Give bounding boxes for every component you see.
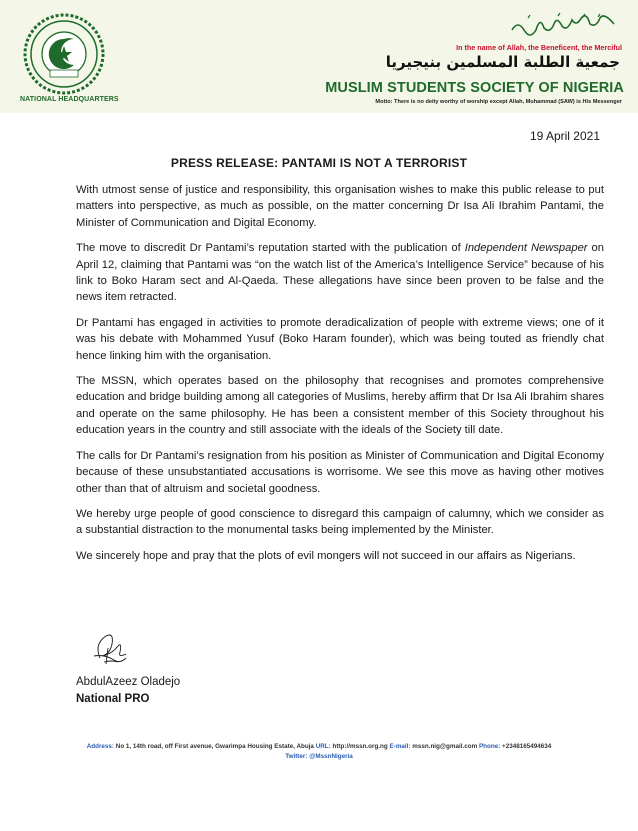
paragraph-2: The move to discredit Dr Pantami’s reputation started with the publication of Independent Newspaper on April 12, claiming that Pantami was “on the watch list of the America’s Intelligence Service” because of his link to Boko Haram sect and Al-Qaeda. These allegations have since been proven to be false and the news item retracted. — [76, 242, 605, 304]
phone-value: +2348165494634 — [502, 743, 552, 750]
org-motto: Motto: There is no deity worthy of worship except Allah, Muhammad (SAW) is His Messenger — [375, 99, 622, 105]
footer-contact-line — [0, 743, 638, 750]
org-name: MUSLIM STUDENTS SOCIETY OF NIGERIA — [325, 80, 624, 96]
paragraph-3: Dr Pantami has engaged in activities to promote deradicalization of people with extreme views; one of it was his debate with Mohammed Yusuf (Boko Haram founder), which was being touted as friendly chat hence linking him with the organisation. — [76, 316, 604, 362]
handwritten-signature-icon — [86, 628, 132, 668]
phone-label: Phone: — [478, 743, 501, 750]
publication-name: Independent Newspaper — [464, 242, 588, 255]
letterhead — [0, 0, 638, 113]
paragraph-1: With utmost sense of justice and responsibility, this organisation wishes to make this public release to put matters into perspective, as much as possible, on the matter concerning Dr Isa Ali Ibrahim Pantami, the Minister of Communication and Digital Economy. — [76, 184, 604, 229]
paragraph-6: We hereby urge people of good conscience to disregard this campaign of calumny, which we consider as a substantial distraction to the monumental tasks being implemented by the Minister. — [76, 507, 604, 537]
mssn-logo-icon — [22, 12, 106, 96]
release-date: 19 April 2021 — [529, 129, 600, 143]
address-label: Address: — [86, 743, 115, 750]
paragraph-4: The MSSN, which operates based on the philosophy that recognises and promotes comprehensive education and bridge building among all categories of Muslims, hereby affirm that Dr Isa Ali Ibrahim shares and operate on the same philosophy. He has been a consistent member of this Society throughout his education years in the country and still associate with the ideals of the Society till date. — [76, 375, 604, 437]
headquarters-label: NATIONAL HEADQUARTERS — [20, 96, 119, 103]
paragraph-5: The calls for Dr Pantami’s resignation from his position as Minister of Communication and Digital Economy because of these unsubstantiated accusations is worrisome. We see this move as having other motives other than that of altruism and societal goodness. — [76, 449, 604, 495]
signatory-role: National PRO — [76, 693, 150, 705]
address-value: No 1, 14th road, off First avenue, Gwarimpa Housing Estate, Abuja — [115, 743, 314, 750]
twitter-handle[interactable]: Twitter: @MssnNigeria — [285, 753, 353, 760]
url-label: URL: — [315, 743, 331, 750]
email-label: E-mail: — [389, 743, 411, 750]
signatory-name: AbdulAzeez Oladejo — [76, 676, 181, 688]
press-release-title: PRESS RELEASE: PANTAMI IS NOT A TERRORIST — [170, 156, 468, 170]
basmala-calligraphy-icon — [508, 10, 618, 38]
url-link[interactable]: http://mssn.org.ng — [332, 743, 388, 750]
invocation-text: In the name of Allah, the Beneficent, the Merciful — [456, 43, 622, 52]
email-link[interactable]: mssn.nig@gmail.com — [412, 743, 478, 750]
paragraph-7: We sincerely hope and pray that the plots of evil mongers will not succeed in our affairs as Nigerians. — [76, 549, 576, 562]
arabic-org-name: جمعية الطلبة المسلمين بنيجيريا — [385, 53, 620, 71]
footer — [0, 733, 638, 831]
press-release-body — [76, 182, 604, 573]
